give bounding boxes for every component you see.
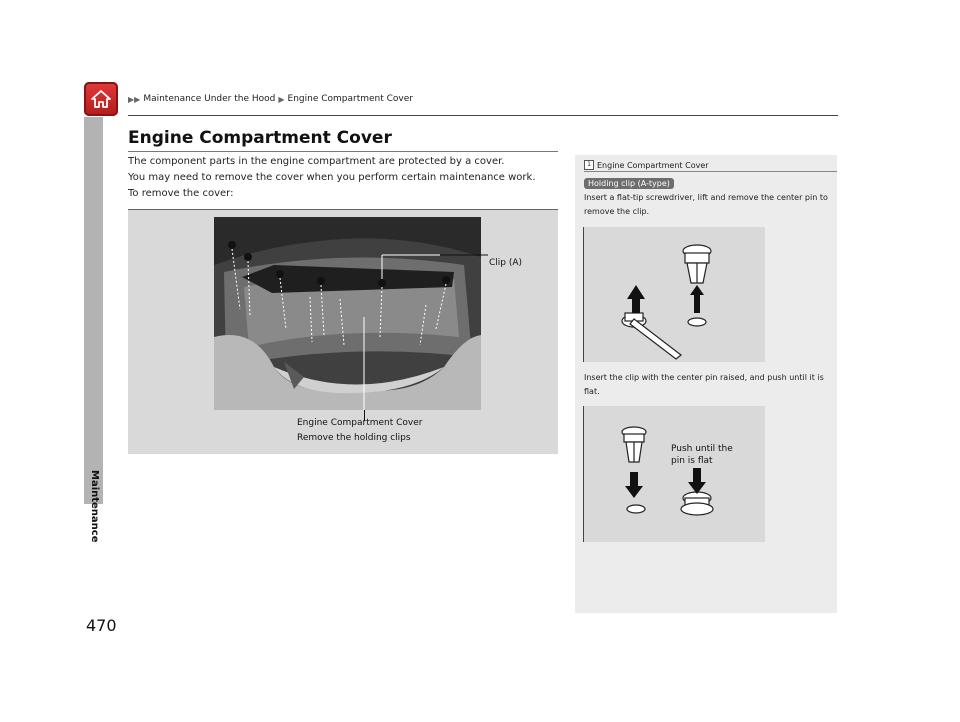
push-label-line: Push until the (671, 444, 733, 454)
callout-leader-line (440, 254, 490, 262)
breadcrumb-arrow-icon: ▶▶ (128, 94, 141, 104)
clip-removal-figure (583, 227, 765, 362)
note-install-text: Insert the clip with the center pin raised, and push until it is flat. (584, 373, 824, 396)
push-instruction-label (671, 443, 733, 467)
callout-cover-label: Engine Compartment Cover (297, 418, 423, 428)
section-tab[interactable] (84, 117, 103, 504)
note-title-text: Engine Compartment Cover (597, 160, 709, 170)
breadcrumb (128, 94, 413, 104)
home-button[interactable] (84, 82, 118, 116)
note-reference-icon: 1 (584, 160, 594, 170)
callout-cover-instruction: Remove the holding clips (297, 433, 411, 443)
push-label-line: pin is flat (671, 456, 713, 466)
title-divider (128, 151, 558, 152)
note-divider (584, 171, 837, 172)
breadcrumb-item-maintenance[interactable]: Maintenance Under the Hood (143, 94, 276, 104)
clip-type-badge: Holding clip (A-type) (584, 178, 674, 189)
clip-install-figure (583, 406, 765, 542)
note-removal-text: Insert a flat-tip screwdriver, lift and remove the center pin to remove the clip. (584, 193, 828, 216)
body-paragraph: You may need to remove the cover when you perform certain maintenance work. (128, 172, 536, 183)
arrow-down-icon (688, 468, 706, 494)
home-icon (90, 89, 112, 109)
callout-clip-a: Clip (A) (489, 258, 523, 268)
section-tab-label: Maintenance (89, 470, 100, 543)
page-title: Engine Compartment Cover (128, 128, 392, 148)
engine-compartment-photo (214, 217, 481, 410)
arrow-up-icon (627, 285, 645, 313)
arrow-down-icon (625, 472, 643, 498)
body-paragraph: To remove the cover: (128, 188, 234, 199)
header-divider (128, 115, 838, 116)
body-paragraph: The component parts in the engine compartment are protected by a cover. (128, 156, 505, 167)
arrow-up-icon (690, 285, 704, 313)
breadcrumb-arrow-icon: ▶ (278, 94, 285, 104)
breadcrumb-item-current: Engine Compartment Cover (287, 94, 413, 104)
page-number: 470 (86, 616, 117, 635)
note-title (584, 160, 709, 170)
